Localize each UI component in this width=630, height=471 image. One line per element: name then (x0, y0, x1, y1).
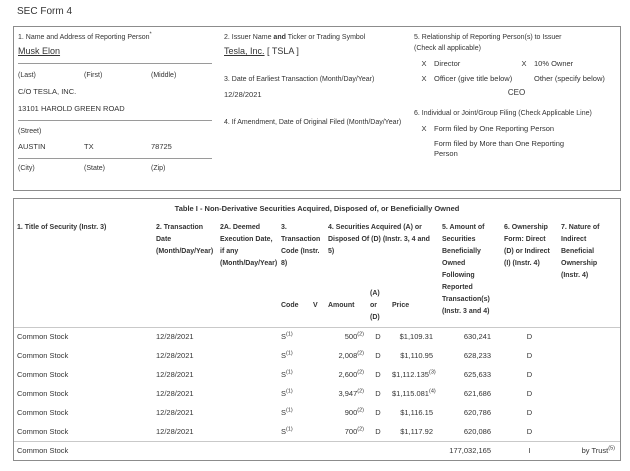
city-value: AUSTIN (18, 142, 46, 151)
city-label: (City) (18, 165, 35, 172)
acquired-disposed-cell: D (375, 426, 381, 436)
ownership-form-cell: I (501, 441, 558, 460)
amount-cell: 500$^{(2)}$ (344, 331, 364, 342)
transaction-date-cell: 12/28/2021 (156, 426, 194, 436)
last-label: (Last) (18, 72, 36, 79)
amount-cell: 700$^{(2)}$ (344, 426, 364, 436)
acquired-disposed-cell: D (375, 332, 381, 342)
divider (18, 158, 212, 159)
ownership-form-cell: D (526, 332, 533, 342)
shares-owned-cell: 621,686 (463, 389, 491, 398)
acquired-disposed-cell: D (375, 389, 381, 398)
street-label: (Street) (18, 128, 42, 135)
ownership-form-cell: D (526, 426, 533, 436)
transaction-code-cell: $S^{(1)}$ (281, 331, 293, 342)
relationship-checkboxes (414, 59, 619, 84)
name-field-labels (18, 72, 212, 79)
nature-ownership-cell (558, 346, 620, 365)
section3-label: 3. Date of Earliest Transaction (Month/Day/Year) (224, 76, 375, 83)
v-cell (310, 384, 325, 403)
one-person-label: Form filed by One Reporting Person (434, 124, 555, 133)
first-label: (First) (84, 72, 103, 79)
more-persons-label: Form filed by More than One Reporting Person (434, 139, 565, 158)
v-cell (310, 422, 325, 441)
section1-label: 1. Name and Address of Reporting Person* (18, 31, 152, 41)
col-ownership-form-header: 6. Ownership Form: Direct (D) or Indirect (I) (Instr. 4) (504, 224, 550, 267)
deemed-date-cell (217, 346, 278, 365)
shares-owned-cell: 628,233 (463, 351, 491, 360)
table-row (14, 327, 620, 346)
amount-cell: 2,600$^{(2)}$ (338, 369, 364, 379)
amount-cell (325, 441, 367, 460)
amount-subheader: Amount (328, 301, 355, 309)
transaction-date-cell (153, 441, 217, 460)
acquired-disposed-cell (367, 441, 389, 460)
issuer-link[interactable]: Tesla, Inc. (224, 46, 265, 56)
acquired-disposed-cell: D (375, 408, 381, 417)
issuer-section (224, 32, 414, 190)
director-label: Director (434, 59, 461, 68)
state-value: TX (84, 142, 94, 151)
price-cell: $1,115.081$^{(4)}$ (392, 388, 436, 398)
transaction-code-cell (278, 441, 310, 460)
v-cell (310, 327, 325, 346)
table-row (14, 365, 620, 384)
nature-ownership-cell (558, 403, 620, 422)
security-title-cell: Common Stock (17, 370, 69, 379)
acquired-disposed-cell: D (375, 351, 381, 360)
security-title-cell: Common Stock (17, 426, 69, 436)
table1 (14, 199, 620, 460)
amount-cell: 3,947$^{(2)}$ (338, 388, 364, 398)
col-transaction-date-header: 2. Transaction Date (Month/Day/Year) (156, 224, 214, 255)
section2-label: 2. Issuer Name and Ticker or Trading Symbol (224, 34, 366, 41)
zip-value: 78725 (151, 142, 172, 151)
transaction-code-cell: $S^{(1)}$ (281, 426, 293, 436)
amount-cell: 2,008$^{(2)}$ (338, 350, 364, 360)
security-title-cell: Common Stock (14, 441, 153, 460)
shares-owned-cell: 630,241 (463, 332, 491, 342)
transaction-date-cell: 12/28/2021 (156, 389, 194, 398)
price-cell: $1,116.15 (400, 408, 433, 417)
security-title-cell: Common Stock (17, 351, 69, 360)
ownership-form-cell: D (526, 389, 533, 398)
shares-owned-cell: 620,786 (463, 408, 491, 417)
city-state-zip-labels (18, 165, 212, 172)
nature-ownership-cell (558, 422, 620, 441)
ownership-form-cell: D (526, 408, 533, 417)
director-checkbox: X (421, 59, 427, 68)
col-deemed-date-header: 2A. Deemed Execution Date, if any (Month/Day/Year) (220, 224, 278, 267)
filing-type-checkboxes (414, 124, 619, 159)
page-title: SEC Form 4 (17, 6, 73, 17)
table1-title: Table I - Non-Derivative Securities Acquired, Disposed of, or Beneficially Owned (174, 204, 460, 213)
section5-label: 5. Relationship of Reporting Person(s) to Issuer (414, 34, 562, 41)
shares-owned-cell: 625,633 (463, 370, 491, 379)
transaction-date-cell: 12/28/2021 (156, 408, 194, 417)
asterisk-footnote: * (149, 31, 152, 38)
one-person-checkbox: X (421, 124, 427, 133)
col-amount-owned-header: 5. Amount of Securities Beneficially Owned Following Reported Transaction(s) (Instr. 3 and 4) (442, 224, 490, 315)
reporting-person-link[interactable]: Musk Elon (18, 46, 61, 56)
transaction-date-cell: 12/28/2021 (156, 370, 194, 379)
price-cell: $1,112.135$^{(3)}$ (392, 369, 436, 379)
earliest-transaction-date: 12/28/2021 (224, 90, 262, 99)
v-cell (310, 365, 325, 384)
reporting-person-section (18, 32, 224, 190)
transaction-date-cell: 12/28/2021 (156, 351, 194, 360)
street-label-row (18, 128, 212, 135)
other-checkbox (514, 74, 534, 84)
code-subheader: Code (281, 301, 299, 309)
col-nature-ownership-header: 7. Nature of Indirect Beneficial Ownership (Instr. 4) (561, 224, 600, 279)
address-line-1: C/O TESLA, INC. (18, 87, 77, 96)
price-cell (389, 441, 439, 460)
divider (18, 63, 212, 64)
nature-ownership-cell (558, 384, 620, 403)
shares-owned-cell: 620,086 (463, 426, 491, 436)
reporting-form-box (13, 26, 621, 191)
table-row (14, 441, 620, 460)
officer-checkbox: X (421, 74, 427, 83)
v-cell (310, 403, 325, 422)
table-row (14, 384, 620, 403)
col-security-title-header: 1. Title of Security (Instr. 3) (17, 224, 107, 231)
transaction-code-cell: $S^{(1)}$ (281, 407, 293, 417)
table-row (14, 346, 620, 365)
city-state-zip-values (18, 142, 212, 151)
ownership-form-cell: D (526, 351, 533, 360)
zip-label: (Zip) (151, 165, 166, 172)
deemed-date-cell (217, 403, 278, 422)
nature-ownership-cell (558, 327, 620, 346)
more-persons-checkbox (414, 139, 434, 159)
nature-ownership-cell (558, 365, 620, 384)
deemed-date-cell (217, 441, 278, 460)
section5-label2: (Check all applicable) (414, 45, 481, 52)
officer-title-value: CEO (507, 88, 526, 97)
ownership-form-cell: D (526, 370, 533, 379)
v-cell (310, 346, 325, 365)
other-label: Other (specify below) (534, 74, 605, 83)
security-title-cell: Common Stock (17, 332, 69, 342)
table-row (14, 403, 620, 422)
transaction-code-cell: $S^{(1)}$ (281, 369, 293, 379)
officer-label: Officer (give title below) (434, 74, 513, 83)
security-title-cell: Common Stock (17, 408, 69, 417)
v-subheader: V (313, 301, 318, 309)
table-row (14, 422, 620, 441)
amount-cell: 900$^{(2)}$ (344, 407, 364, 417)
ten-percent-owner-checkbox: X (521, 59, 527, 68)
ticker-symbol: [ TSLA ] (267, 46, 299, 56)
transaction-date-cell: 12/28/2021 (156, 332, 194, 342)
shares-owned-cell: 177,032,165 (439, 441, 501, 460)
security-title-cell: Common Stock (17, 389, 69, 398)
deemed-date-cell (217, 365, 278, 384)
acquired-disposed-subheader: (A) or (D) (370, 289, 380, 321)
middle-label: (Middle) (151, 72, 177, 79)
price-cell: $1,109.31 (399, 332, 433, 342)
price-cell: $1,117.92 (400, 426, 433, 436)
col-transaction-code-header: 3. Transaction Code (Instr. 8) (281, 224, 321, 267)
deemed-date-cell (217, 422, 278, 441)
divider (18, 120, 212, 121)
v-cell (310, 441, 325, 460)
transaction-code-cell: $S^{(1)}$ (281, 350, 293, 360)
state-label: (State) (84, 165, 106, 172)
price-cell: $1,110.95 (400, 351, 433, 360)
transaction-code-cell: $S^{(1)}$ (281, 388, 293, 398)
relationship-section (414, 32, 619, 190)
nature-ownership-cell: by Trust$^{(5)}$ (558, 441, 620, 460)
price-subheader: Price (392, 301, 410, 309)
address-line-2: 13101 HAROLD GREEN ROAD (18, 104, 125, 113)
col-securities-acquired-header: 4. Securities Acquired (A) or Disposed Of (D) (Instr. 3, 4 and 5) (328, 224, 430, 255)
ten-percent-owner-label: 10% Owner (534, 59, 574, 68)
table1-box (13, 198, 621, 461)
deemed-date-cell (217, 384, 278, 403)
deemed-date-cell (217, 327, 278, 346)
section4-label: 4. If Amendment, Date of Original Filed (Month/Day/Year) (224, 119, 402, 126)
acquired-disposed-cell: D (375, 370, 381, 379)
section6-label: 6. Individual or Joint/Group Filing (Check Applicable Line) (414, 110, 592, 117)
